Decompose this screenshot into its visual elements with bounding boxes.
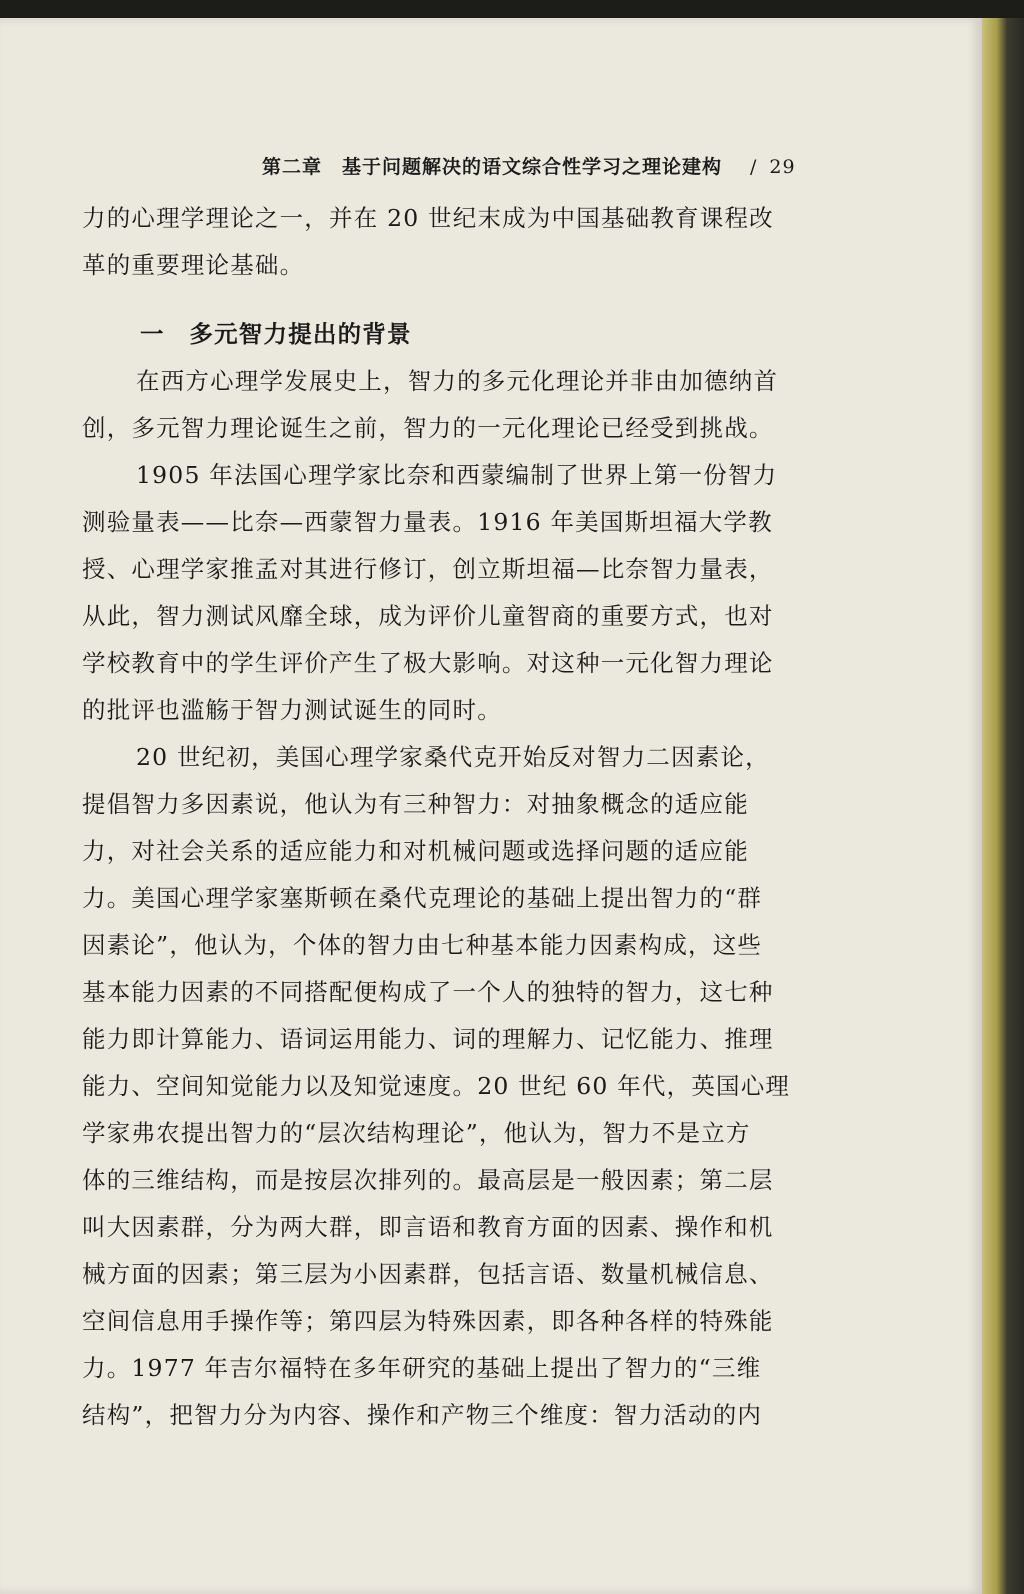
text-line: 结构”，把智力分为内容、操作和产物三个维度：智力活动的内 — [82, 1401, 763, 1429]
text-line: 测验量表——比奈—西蒙智力量表。1916 年美国斯坦福大学教 — [82, 508, 773, 536]
text-line: 基本能力因素的不同搭配便构成了一个人的独特的智力，这七种 — [82, 978, 774, 1006]
text-line: 力，对社会关系的适应能力和对机械问题或选择问题的适应能 — [82, 837, 749, 865]
section-heading: 一 多元智力提出的背景 — [140, 320, 412, 348]
header-separator: / — [750, 156, 758, 178]
chapter-title: 第二章 基于问题解决的语文综合性学习之理论建构 — [262, 156, 723, 178]
text-line: 授、心理学家推孟对其进行修订，创立斯坦福—比奈智力量表， — [82, 555, 774, 583]
paragraph-start: 20 世纪初，美国心理学家桑代克开始反对智力二因素论， — [136, 743, 770, 771]
text-line: 因素论”，他认为，个体的智力由七种基本能力因素构成，这些 — [82, 931, 763, 959]
text-line: 的批评也滥觞于智力测试诞生的同时。 — [82, 696, 502, 724]
running-header — [262, 152, 822, 182]
paragraph-start: 1905 年法国心理学家比奈和西蒙编制了世界上第一份智力 — [136, 461, 778, 489]
text-line: 学校教育中的学生评价产生了极大影响。对这种一元化智力理论 — [82, 649, 774, 677]
text-line: 空间信息用手操作等；第四层为特殊因素，即各种各样的特殊能 — [82, 1307, 774, 1335]
text-line: 提倡智力多因素说，他认为有三种智力：对抽象概念的适应能 — [82, 790, 749, 818]
paragraph-start: 在西方心理学发展史上，智力的多元化理论并非由加德纳首 — [136, 367, 779, 395]
text-line: 能力即计算能力、语词运用能力、词的理解力、记忆能力、推理 — [82, 1025, 774, 1053]
text-line: 械方面的因素；第三层为小因素群，包括言语、数量机械信息、 — [82, 1260, 774, 1288]
text-line: 学家弗农提出智力的“层次结构理论”，他认为，智力不是立方 — [82, 1119, 751, 1147]
text-line: 力的心理学理论之一，并在 20 世纪末成为中国基础教育课程改 — [82, 204, 774, 232]
text-line: 创，多元智力理论诞生之前，智力的一元化理论已经受到挑战。 — [82, 414, 774, 442]
text-line: 革的重要理论基础。 — [82, 251, 305, 279]
text-line: 力。1977 年吉尔福特在多年研究的基础上提出了智力的“三维 — [82, 1354, 762, 1382]
body-text — [82, 195, 872, 1439]
page-edge — [982, 18, 1024, 1594]
text-line: 从此，智力测试风靡全球，成为评价儿童智商的重要方式，也对 — [82, 602, 774, 630]
text-line: 能力、空间知觉能力以及知觉速度。20 世纪 60 年代，英国心理 — [82, 1072, 791, 1100]
page-number: 29 — [769, 156, 796, 178]
text-line: 体的三维结构，而是按层次排列的。最高层是一般因素；第二层 — [82, 1166, 774, 1194]
text-line: 力。美国心理学家塞斯顿在桑代克理论的基础上提出智力的“群 — [82, 884, 763, 912]
text-line: 叫大因素群，分为两大群，即言语和教育方面的因素、操作和机 — [82, 1213, 774, 1241]
